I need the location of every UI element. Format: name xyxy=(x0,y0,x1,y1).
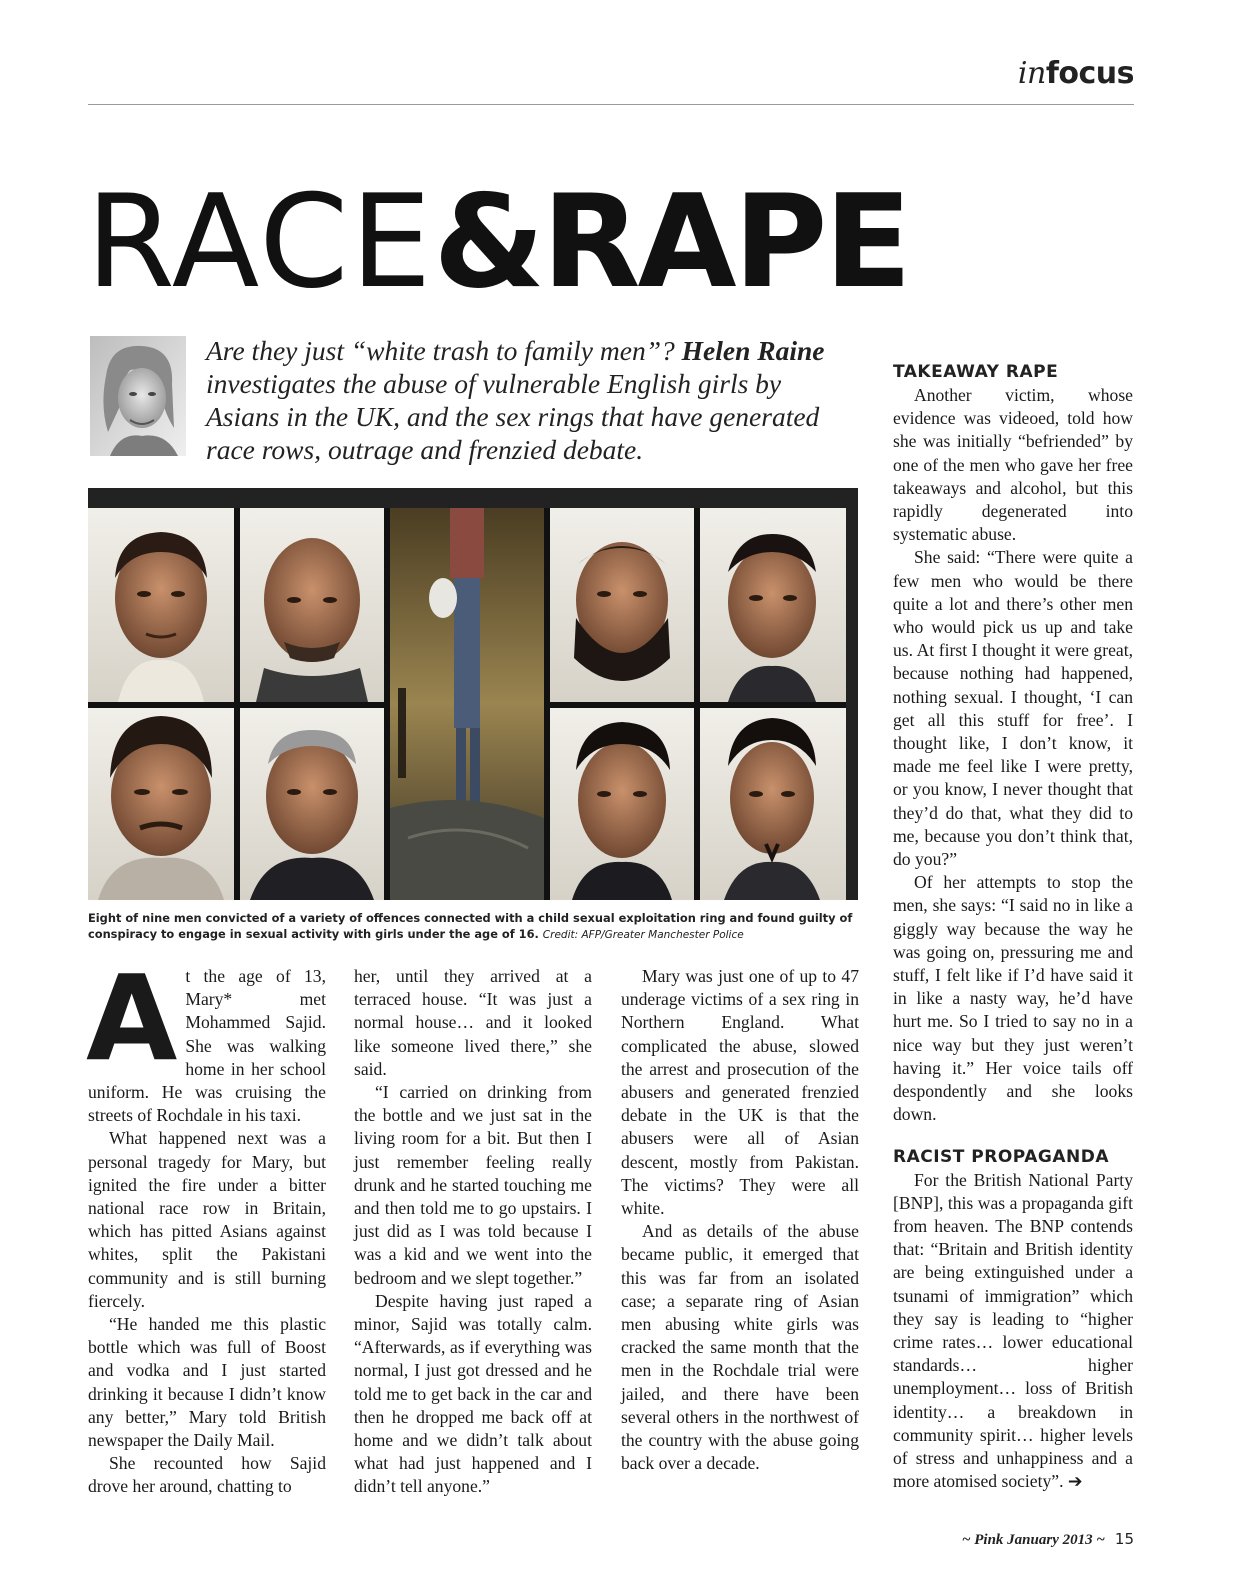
paragraph: her, until they arrived at a terraced house. “It was just a normal house… and it looked like someone lived there,” she said. xyxy=(354,966,592,1079)
mugshot-5 xyxy=(88,708,234,900)
paragraph: Another victim, whose evidence was videoed, told how she was initially “befriended” by one of the men who gave her free takeaways and alcohol, but this rapidly degenerated into systematic abuse. xyxy=(893,385,1133,545)
section-tag-main: focus xyxy=(1045,56,1134,91)
mugshot-4 xyxy=(700,508,846,702)
page-number: 15 xyxy=(1114,1530,1134,1548)
issue-label: ~ Pink January 2013 ~ xyxy=(961,1532,1105,1548)
paragraph: She said: “There were quite a few men who would be there quite a lot and there’s other men who would pick us up and take us. At first I thought it were great, because nothing had happened, nothing sexual. I thought, ‘I can get all this stuff for free’. I thought like, I don’t know, it made me feel like I were pretty, or you know, I never thought that they’d do that, what they did to me, because you don’t think that, do you?” xyxy=(893,547,1133,870)
standfirst-author: Helen Raine xyxy=(681,335,825,366)
section-tag-prefix: in xyxy=(1017,56,1046,91)
mugshot-8 xyxy=(700,708,846,900)
mugshot-6 xyxy=(240,708,384,900)
subhead-racist-propaganda: RACIST PROPAGANDA xyxy=(893,1146,1109,1167)
article-column-4 xyxy=(893,352,1133,1493)
header-rule xyxy=(88,104,1134,105)
page-footer xyxy=(962,1530,1134,1549)
mugshot-2 xyxy=(240,508,384,702)
paragraph: She recounted how Sajid drove her around, chatting to xyxy=(88,1453,326,1497)
paragraph: What happened next was a personal tragedy for Mary, but ignited the fire under a bitter national race row in Britain, which has pitted Asians against whites, split the Pakistani community and is still burning fiercely. xyxy=(88,1128,326,1311)
paragraph: Despite having just raped a minor, Sajid was totally calm. “Afterwards, as if everything was normal, I just got dressed and he told me to get back in the car and then he dropped me back off at home and we didn’t talk about what had just happened and I didn’t tell anyone.” xyxy=(354,1290,592,1497)
mugshot-collage xyxy=(88,508,846,900)
headline-ampersand: & xyxy=(433,168,542,317)
standfirst-post: investigates the abuse of vulnerable English girls by Asians in the UK, and the sex rings that have generated race rows, outrage and frenzied debate. xyxy=(206,368,820,465)
mugshot-collage-image xyxy=(88,508,846,900)
photo-caption xyxy=(88,910,858,943)
article-column-1 xyxy=(86,949,326,1499)
headline-part1: RACE xyxy=(86,168,434,317)
mugshot-7 xyxy=(550,708,694,900)
article-column-2 xyxy=(354,965,592,1499)
center-scene xyxy=(390,508,544,900)
paragraph: “He handed me this plastic bottle which was full of Boost and vodka and I just started drinking it because I didn’t know any better,” Mary told British newspaper the Daily Mail. xyxy=(88,1314,326,1451)
caption-text: Eight of nine men convicted of a variety of offences connected with a child sexual exploitation ring and found guilty of conspiracy to engage in sexual activity with girls under the age of 16. xyxy=(88,911,853,941)
standfirst-pre: Are they just “white trash to family men”? xyxy=(206,335,682,366)
paragraph: t the age of 13, Mary* met Mohammed Sajid. She was walking home in her school uniform. He was cruising the streets of Rochdale in his taxi. xyxy=(88,966,326,1126)
author-photo xyxy=(90,336,186,456)
headline xyxy=(86,168,909,317)
paragraph: Of her attempts to stop the men, she says: “I said no in like a giggly way because the way he was going on, pressuring me and stuff, I felt like if I’d have said it in like a nasty way, he’d have hurt me. So I tried to say no in a nice way but they just weren’t having it.” Her voice tails off despondently and she looks down. xyxy=(893,872,1133,1125)
mugshot-1 xyxy=(88,508,234,702)
author-portrait-image xyxy=(90,336,186,456)
caption-credit: Credit: AFP/Greater Manchester Police xyxy=(542,929,744,941)
headline-part2: RAPE xyxy=(541,168,909,317)
paragraph: Mary was just one of up to 47 underage victims of a sex ring in Northern England. What complicated the abuse, slowed the arrest and prosecution of the abusers and generated frenzied debate in the UK is that the abusers were all of Asian descent, mostly from Pakistan. The victims? They were all white. xyxy=(621,966,859,1219)
dropcap: A xyxy=(86,949,178,1087)
standfirst xyxy=(206,334,846,466)
section-tag xyxy=(1018,56,1134,91)
mugshot-3 xyxy=(550,508,694,702)
paragraph: For the British National Party [BNP], this was a propaganda gift from heaven. The BNP contends that: “Britain and British identity are being extinguished under a tsunami of immigration” which they say is leading to “higher crime rates… lower educational standards… higher unemployment… loss of British identity… a breakdown in community spirit… higher levels of stress and unhappiness and a more atomised society”. ➔ xyxy=(893,1169,1133,1492)
paragraph: “I carried on drinking from the bottle and we just sat in the living room for a bit. But then I just remember feeling really drunk and he started touching me and then told me to go upstairs. I just did as I was told because I was a kid and we went into the bedroom and we slept together.” xyxy=(354,1082,592,1288)
subhead-takeaway-rape: TAKEAWAY RAPE xyxy=(893,362,1059,382)
paragraph: And as details of the abuse became public, it emerged that this was far from an isolated case; a separate ring of Asian men abusing white girls was cracked the same month that the men in the Rochdale trial were jailed, and there have been several others in the northwest of the country with the abuse going back over a decade. xyxy=(621,1221,859,1474)
article-column-3 xyxy=(621,965,859,1475)
